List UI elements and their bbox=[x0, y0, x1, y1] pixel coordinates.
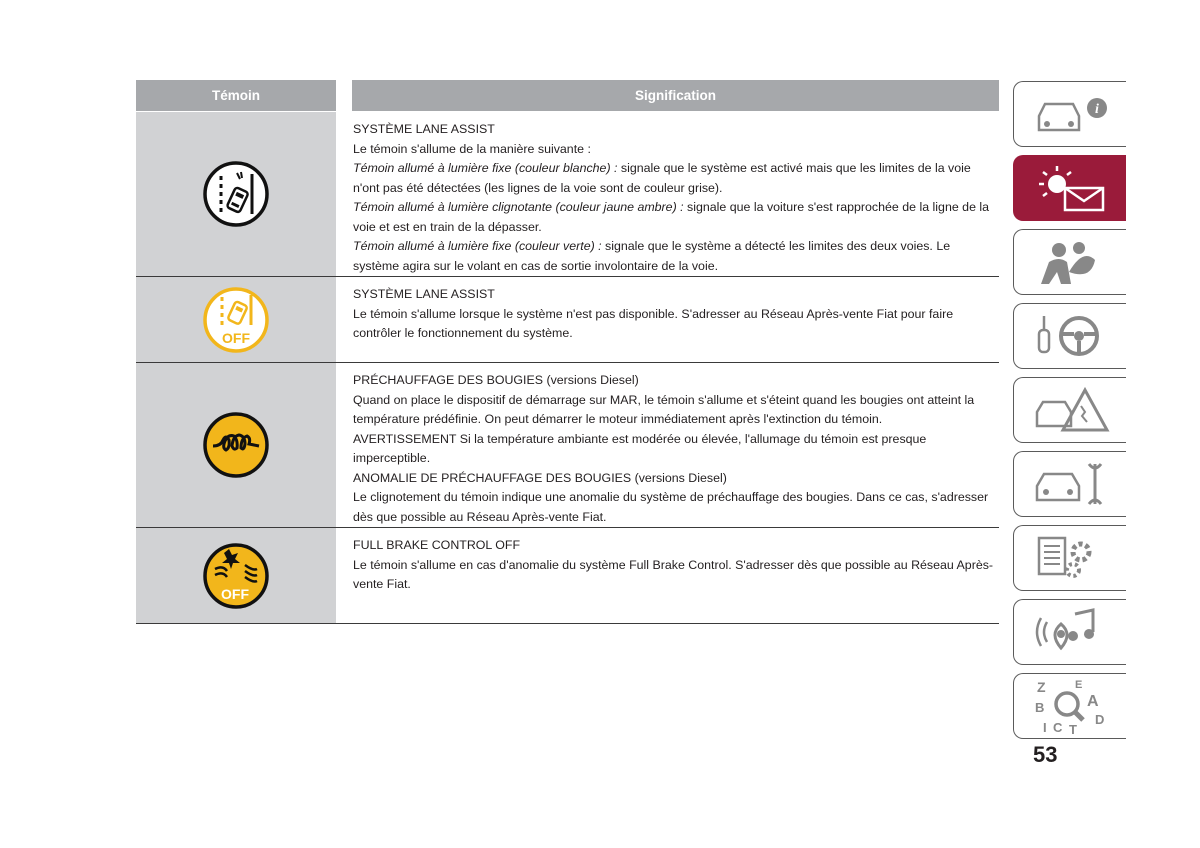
text-line: Le témoin s'allume lorsque le système n'est pas disponible. S'adresser au Réseau Après-vente Fiat pour faire contrôler le fonctionnement du système. bbox=[353, 306, 954, 340]
description-cell bbox=[353, 277, 999, 351]
svg-text:OFF: OFF bbox=[221, 585, 249, 602]
tab-index[interactable] bbox=[1013, 673, 1126, 739]
icon-cell bbox=[136, 277, 336, 362]
car-info-icon bbox=[1025, 86, 1115, 142]
text-line: FULL BRAKE CONTROL OFF bbox=[353, 538, 521, 552]
text-line: PRÉCHAUFFAGE DES BOUGIES (versions Diesel) bbox=[353, 373, 639, 387]
header-signification: Signification bbox=[352, 80, 999, 111]
header-temoin: Témoin bbox=[136, 80, 336, 111]
svg-text:C: C bbox=[1053, 720, 1063, 735]
multimedia-icon bbox=[1025, 604, 1115, 660]
lane-assist-off-icon bbox=[201, 285, 271, 355]
tab-safety[interactable] bbox=[1013, 229, 1126, 295]
description-cell bbox=[353, 112, 999, 283]
description-cell bbox=[353, 363, 999, 534]
tab-car-info[interactable] bbox=[1013, 81, 1126, 147]
key-steering-icon bbox=[1025, 308, 1115, 364]
table-row bbox=[136, 277, 999, 363]
tab-multimedia[interactable] bbox=[1013, 599, 1126, 665]
text-line: Témoin allumé à lumière fixe (couleur verte) : signale que le système a détecté les limites des deux voies. Le système agira sur le volant en cas de sortie involontaire de la voie. bbox=[353, 239, 951, 273]
text-line: Le clignotement du témoin indique une anomalie du système de préchauffage des bougies. Dans ce cas, s'adresser dès que possible au Réseau Après-vente Fiat. bbox=[353, 490, 989, 524]
icon-cell bbox=[136, 528, 336, 623]
table-row bbox=[136, 112, 999, 277]
tab-warning-lights[interactable] bbox=[1013, 155, 1126, 221]
page-number: 53 bbox=[1033, 742, 1058, 767]
text-line: Témoin allumé à lumière clignotante (couleur jaune ambre) : signale que la voiture s'est rapprochée de la ligne de la voie et est en train de la dépasser. bbox=[353, 200, 990, 234]
text-line: ANOMALIE DE PRÉCHAUFFAGE DES BOUGIES (versions Diesel) bbox=[353, 470, 727, 485]
svg-text:B: B bbox=[1035, 700, 1045, 715]
svg-text:E: E bbox=[1075, 679, 1083, 691]
icon-cell bbox=[136, 112, 336, 276]
lane-assist-icon bbox=[201, 159, 271, 229]
text-line: SYSTÈME LANE ASSIST bbox=[353, 122, 495, 136]
car-maintenance-icon bbox=[1025, 456, 1115, 512]
text-line: Le témoin s'allume en cas d'anomalie du système Full Brake Control. S'adresser dès que possible au Réseau Après-vente Fiat. bbox=[353, 557, 994, 591]
full-brake-control-off-icon bbox=[201, 541, 271, 611]
index-icon bbox=[1025, 676, 1115, 736]
table-header bbox=[136, 80, 999, 112]
tab-emergency[interactable] bbox=[1013, 377, 1126, 443]
svg-text:i: i bbox=[1095, 102, 1099, 117]
svg-text:A: A bbox=[1087, 693, 1099, 710]
technical-data-icon bbox=[1025, 530, 1115, 586]
svg-text:T: T bbox=[1069, 722, 1077, 736]
svg-text:OFF: OFF bbox=[222, 329, 250, 346]
tab-technical-data[interactable] bbox=[1013, 525, 1126, 591]
svg-text:I: I bbox=[1043, 720, 1047, 735]
text-line: SYSTÈME LANE ASSIST bbox=[353, 287, 495, 301]
chapter-tabs bbox=[1013, 81, 1126, 747]
emergency-icon bbox=[1025, 382, 1115, 438]
table-row bbox=[136, 528, 999, 624]
warning-lights-table bbox=[136, 80, 999, 624]
description-cell bbox=[353, 528, 999, 602]
table-row bbox=[136, 363, 999, 528]
svg-text:Z: Z bbox=[1037, 679, 1046, 695]
text-line: Le témoin s'allume de la manière suivante : bbox=[353, 141, 591, 156]
glow-plug-icon bbox=[201, 410, 271, 480]
warning-lights-icon bbox=[1025, 160, 1115, 216]
tab-starting-driving[interactable] bbox=[1013, 303, 1126, 369]
text-line: Témoin allumé à lumière fixe (couleur blanche) : signale que le système est activé mais que les limites de la voie n'ont pas été détectées (les lignes de la voie sont de couleur grise). bbox=[353, 161, 971, 195]
safety-airbag-icon bbox=[1025, 234, 1115, 290]
icon-cell bbox=[136, 363, 336, 527]
tab-maintenance[interactable] bbox=[1013, 451, 1126, 517]
svg-text:D: D bbox=[1095, 712, 1105, 727]
text-line: Quand on place le dispositif de démarrage sur MAR, le témoin s'allume et s'éteint quand les bougies ont atteint la température prédéfinie. On peut démarrer le moteur immédiatement après l'extinction du témoin. bbox=[353, 392, 975, 426]
text-line: AVERTISSEMENT Si la température ambiante est modérée ou élevée, l'allumage du témoin est presque imperceptible. bbox=[353, 431, 927, 465]
